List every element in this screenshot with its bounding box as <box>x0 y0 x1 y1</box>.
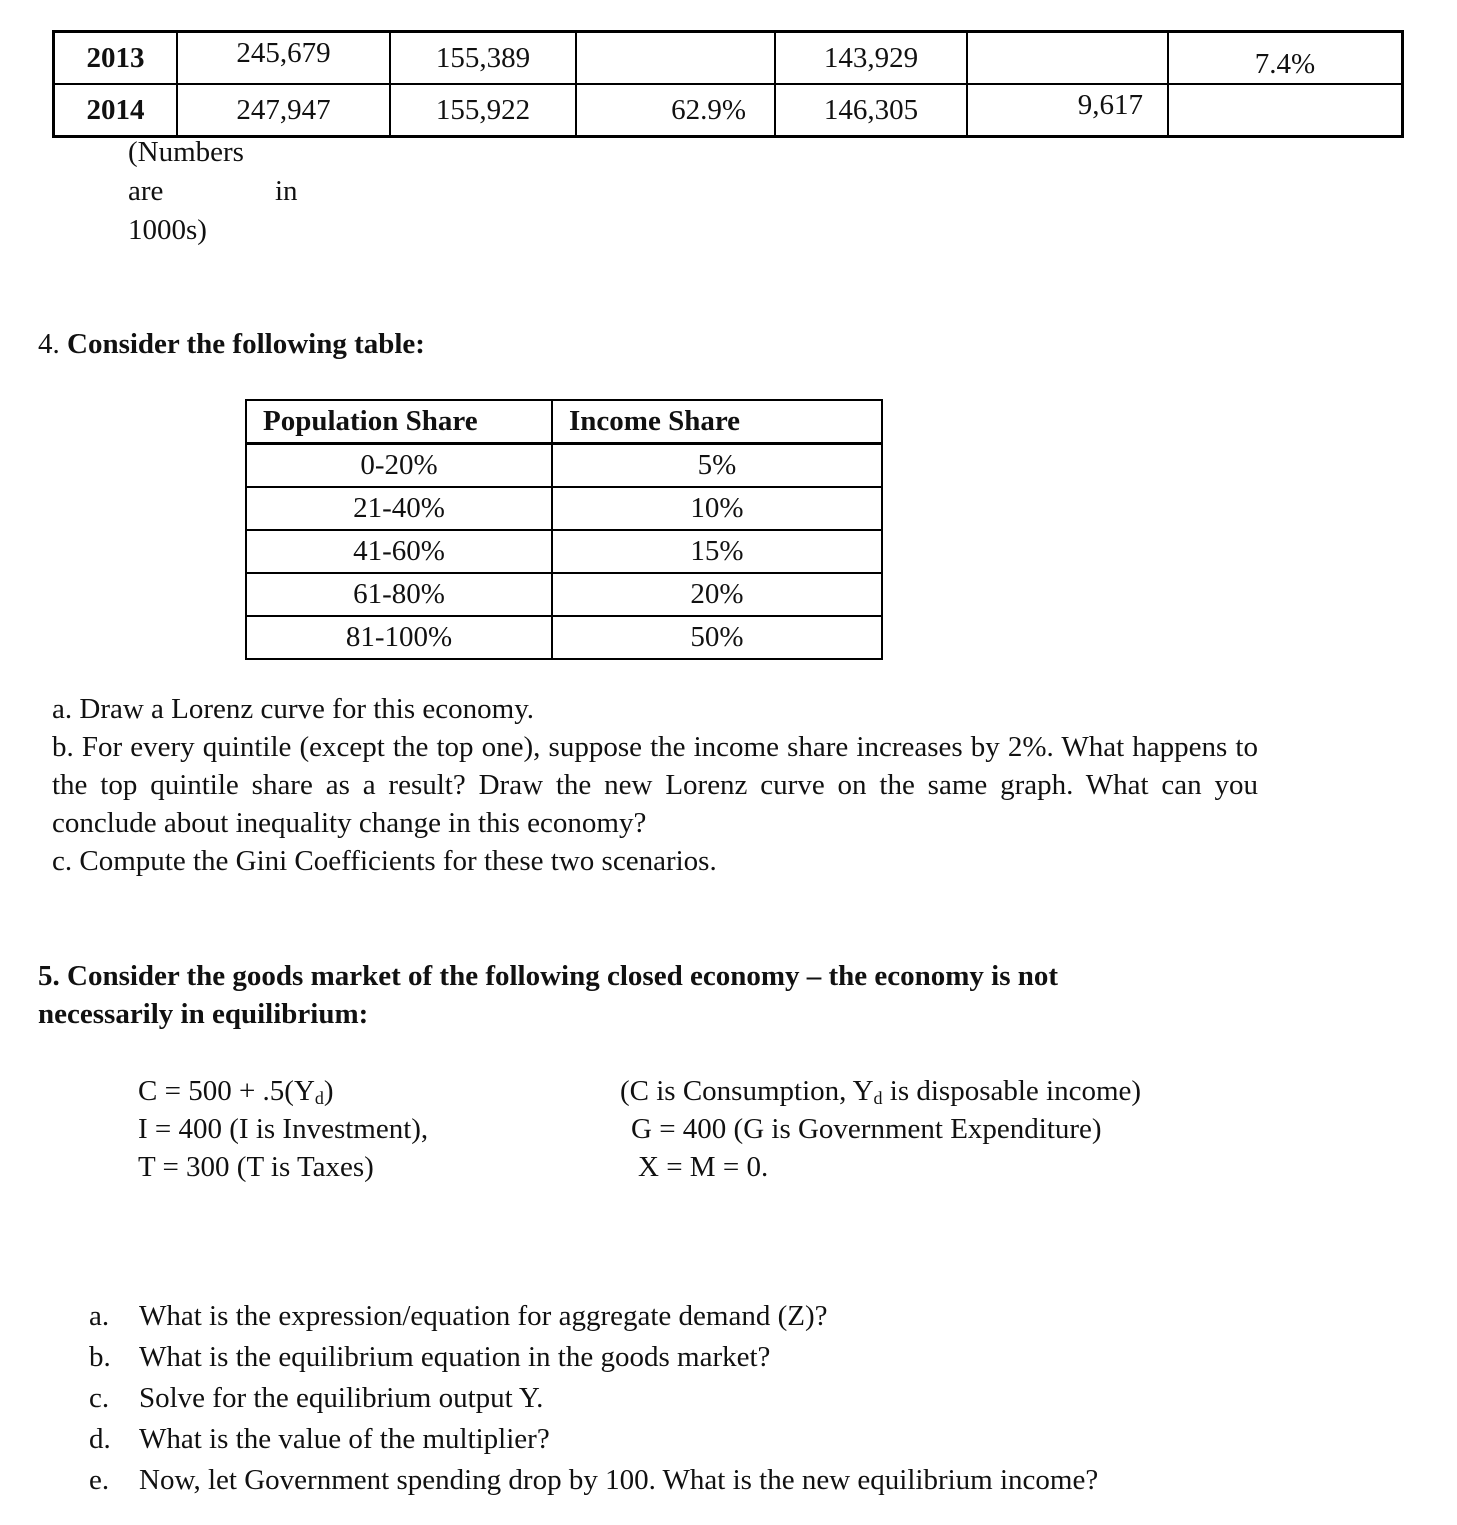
list-marker: e. <box>89 1464 110 1496</box>
question-5-heading <box>38 957 1058 1033</box>
income-cell: 10% <box>552 487 882 530</box>
table-cell: 247,947 <box>177 84 390 137</box>
year-cell: 2014 <box>54 84 178 137</box>
units-note-line: 1000s) <box>128 214 207 246</box>
header-income-share: Income Share <box>552 400 882 444</box>
equation-government: G = 400 (G is Government Expenditure) <box>631 1113 1102 1145</box>
population-cell: 21-40% <box>246 487 552 530</box>
question-5-list <box>89 1296 1098 1501</box>
list-item <box>89 1296 1098 1337</box>
units-note-line: in <box>275 175 298 207</box>
table-row <box>54 32 1403 85</box>
question-title: Consider the following table: <box>67 328 425 360</box>
list-marker: d. <box>89 1423 111 1455</box>
list-text: What is the equilibrium equation in the goods market? <box>139 1341 771 1373</box>
table-cell: 143,929 <box>775 32 967 85</box>
list-item <box>89 1419 1098 1460</box>
equation-consumption: $C = 500 + .5(Y_d)$ <box>138 1075 334 1108</box>
data-table-top <box>52 30 1404 138</box>
equation-taxes: T = 300 (T is Taxes) <box>138 1151 374 1183</box>
list-text: Now, let Government spending drop by 100. What is the new equilibrium income? <box>139 1464 1099 1496</box>
list-item <box>89 1378 1098 1419</box>
year-cell: 2013 <box>54 32 178 85</box>
table-row <box>246 487 882 530</box>
list-marker: b. <box>89 1341 111 1373</box>
equation-consumption-note: (C is Consumption, $Y_d$ is disposable income) <box>620 1075 1142 1108</box>
part-a: a. Draw a Lorenz curve for this economy. <box>52 693 535 725</box>
table-row <box>246 444 882 488</box>
equation-investment: I = 400 (I is Investment), <box>138 1113 429 1145</box>
income-cell: 20% <box>552 573 882 616</box>
list-item <box>89 1337 1098 1378</box>
table-row <box>246 616 882 659</box>
list-item <box>89 1460 1098 1501</box>
population-cell: 41-60% <box>246 530 552 573</box>
table-cell <box>967 32 1168 85</box>
table-header-row <box>246 400 882 444</box>
table-cell: 155,922 <box>390 84 576 137</box>
table-cell <box>1168 84 1403 137</box>
equation-exports-imports: X = M = 0. <box>638 1151 769 1183</box>
question-4-heading <box>38 330 425 359</box>
table-cell: 155,389 <box>390 32 576 85</box>
heading-line: 5. Consider the goods market of the following closed economy – the economy is not <box>38 960 1059 992</box>
list-text: Solve for the equilibrium output Y. <box>139 1382 544 1414</box>
income-cell: 50% <box>552 616 882 659</box>
heading-line: necessarily in equilibrium: <box>38 998 369 1030</box>
part-b: b. For every quintile (except the top one), suppose the income share increases by 2%. What happens to the top quintile share as a result? Draw the new Lorenz curve on the same graph. What can you conclude about inequality change in this economy? <box>52 731 1258 839</box>
table-cell: 62.9% <box>576 84 775 137</box>
table-cell <box>576 32 775 85</box>
population-cell: 61-80% <box>246 573 552 616</box>
table-cell: 245,679 <box>177 32 390 85</box>
income-cell: 15% <box>552 530 882 573</box>
population-cell: 81-100% <box>246 616 552 659</box>
part-c: c. Compute the Gini Coefficients for these two scenarios. <box>52 845 717 877</box>
table-row <box>246 530 882 573</box>
question-number: 4. <box>38 328 60 360</box>
units-note-line: (Numbers <box>128 136 244 168</box>
list-marker: a. <box>89 1300 110 1332</box>
units-note-line: are <box>128 175 164 207</box>
income-share-table <box>245 399 883 660</box>
table-cell: 146,305 <box>775 84 967 137</box>
population-cell: 0-20% <box>246 444 552 488</box>
header-population-share: Population Share <box>246 400 552 444</box>
table-cell: 9,617 <box>967 84 1168 137</box>
list-text: What is the value of the multiplier? <box>139 1423 550 1455</box>
table-row <box>54 84 1403 137</box>
table-row <box>246 573 882 616</box>
table-cell: 7.4% <box>1168 32 1403 85</box>
list-text: What is the expression/equation for aggregate demand (Z)? <box>139 1300 828 1332</box>
list-marker: c. <box>89 1382 110 1414</box>
income-cell: 5% <box>552 444 882 488</box>
question-4-parts <box>52 690 1258 880</box>
